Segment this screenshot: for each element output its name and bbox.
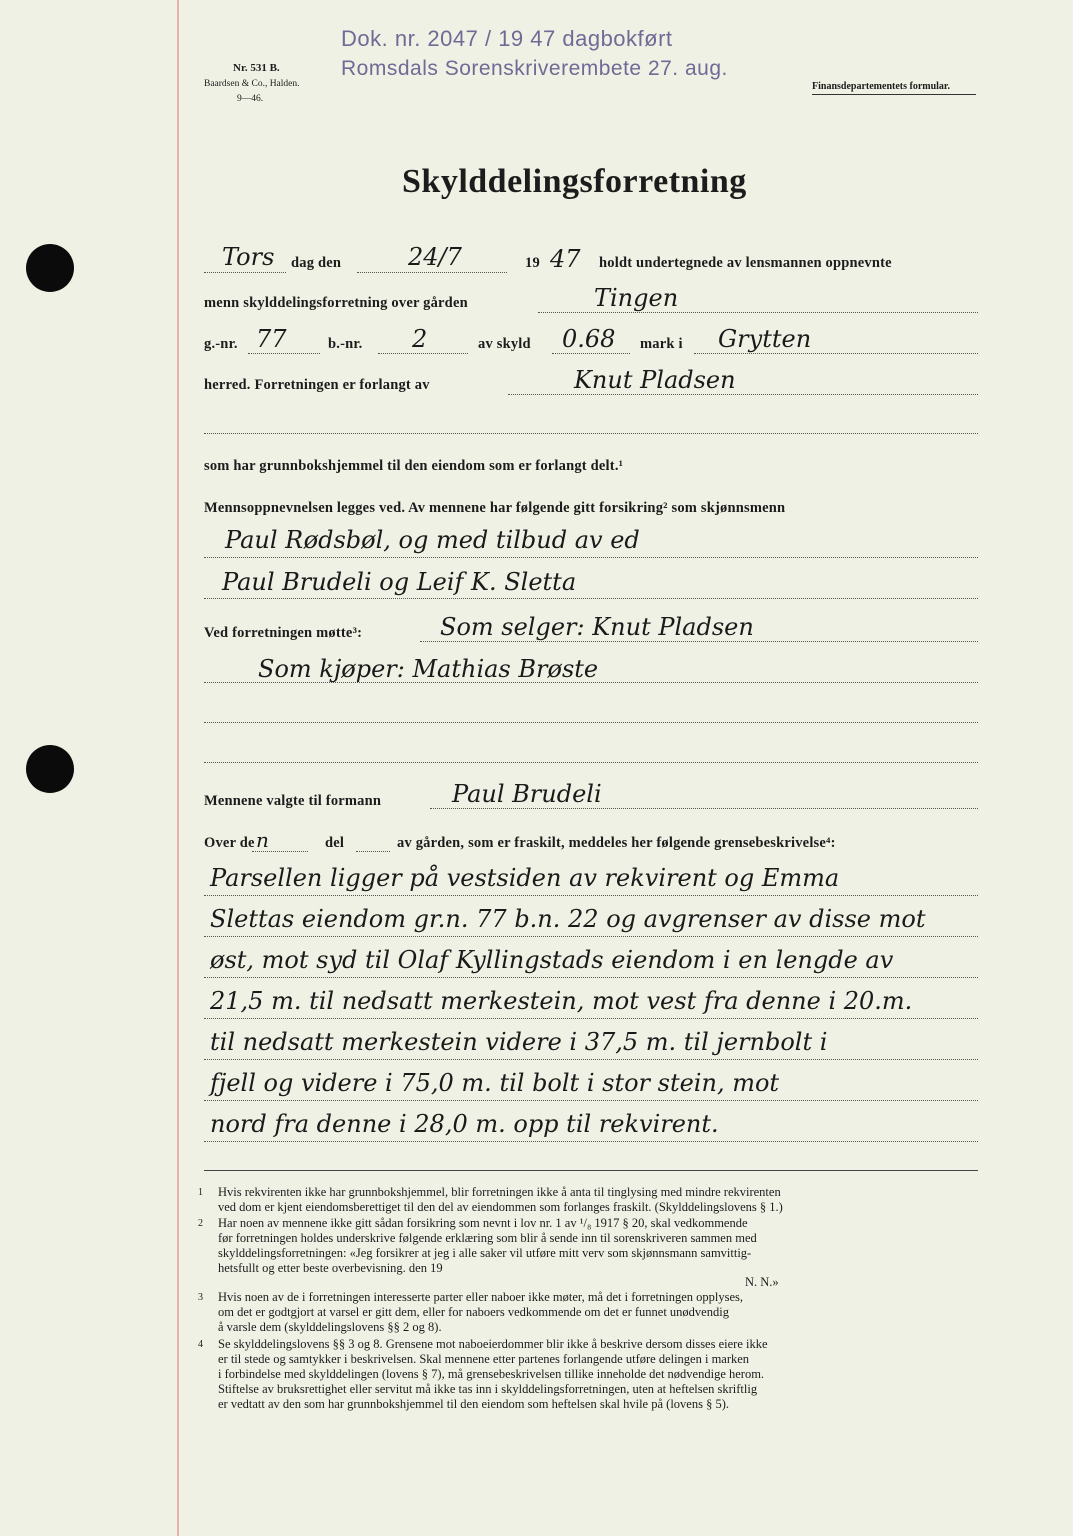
boundary-rule — [204, 895, 978, 896]
boundary-line: til nedsatt merkestein videre i 37,5 m. til jernbolt i — [210, 1028, 828, 1056]
document-title: Skylddelingsforretning — [402, 163, 747, 200]
gnr-handwritten: 77 — [256, 325, 287, 353]
skyld-line — [552, 353, 630, 354]
del-label: del — [325, 835, 345, 851]
year-handwritten: 47 — [550, 245, 581, 273]
over-label: Over de — [204, 835, 255, 851]
herred-text: herred. Forretningen er forlangt av — [204, 377, 430, 393]
mark-label: mark i — [640, 336, 683, 352]
boundary-line: Parsellen ligger på vestsiden av rekvirent og Emma — [210, 864, 840, 892]
boundary-rule — [204, 1059, 978, 1060]
footnote-number: 3 — [198, 1292, 203, 1303]
mennsopp-text: Mennsoppnevnelsen legges ved. Av mennene har følgende gitt forsikring² som skjønnsmenn — [204, 500, 786, 516]
bnr-line — [378, 353, 468, 354]
form-number: Nr. 531 B. — [233, 62, 280, 74]
footnote-text: Hvis noen av de i forretningen interesserte parter eller naboer ikke møter, må det i forretningen opplyses, om det er godtgjort at varsel er gitt dem, eller for naboers vedkommende om det er funnet unødvendig å varsle dem (skylddelingslovens §§ 2 og 8). — [218, 1290, 744, 1334]
dag-den-label: dag den — [291, 255, 342, 271]
bnr-handwritten: 2 — [412, 325, 428, 353]
mote-label: Ved forretningen møtte³: — [204, 625, 363, 641]
formann-label: Mennene valgte til formann — [204, 793, 382, 809]
header-rule — [812, 94, 976, 95]
footnote-number: 1 — [198, 1187, 203, 1198]
punch-hole — [26, 244, 74, 292]
del-line — [356, 851, 390, 852]
weekday-line — [204, 272, 286, 273]
blank-line — [204, 433, 978, 434]
boundary-line: øst, mot syd til Olaf Kyllingstads eiendom i en lengde av — [210, 946, 894, 974]
present-line2 — [204, 682, 978, 683]
footnote-text: N. N.» — [745, 1275, 779, 1289]
footnote-number: 2 — [198, 1218, 203, 1229]
bnr-label: b.-nr. — [328, 336, 363, 352]
boundary-line: fjell og videre i 75,0 m. til bolt i stor stein, mot — [210, 1069, 780, 1097]
blank-line — [204, 722, 978, 723]
holdt-text: holdt undertegnede av lensmannen oppnevnte — [599, 255, 892, 271]
boundary-rule — [204, 977, 978, 978]
footnote-signature — [745, 1275, 845, 1290]
footnote — [198, 1337, 987, 1412]
footnote-separator — [204, 1170, 978, 1171]
punch-hole — [26, 745, 74, 793]
weekday-handwritten: Tors — [222, 243, 275, 271]
footnote-text: Se skylddelingslovens §§ 3 og 8. Grensene mot naboeierdommer blir ikke å beskrive dersom disses eiere ikke er til stede og samtykker i beskrivelsen. Skal mennene etter partenes forlangende utføre delingen i marken i forbindelse med skylddelingen (lovens § 7), må grensebeskrivelsen tillike inneholde det nødvendige herom. Stiftelse av bruksrettighet eller servitut må ikke tas inn i skylddelingsforretningen, uten at heftelsen skriftlig er vedtatt av den som har grunnbokshjemmel til den eiendom som heftelsen skal hvile på (lovens § 5). — [218, 1337, 768, 1411]
boundary-rule — [204, 1141, 978, 1142]
assurance-line2-handwritten: Paul Brudeli og Leif K. Sletta — [222, 568, 577, 596]
registration-stamp-line1: Dok. nr. 2047 / 19 47 dagbokført — [341, 26, 673, 51]
boundary-line: Slettas eiendom gr.n. 77 b.n. 22 og avgrenser av disse mot — [210, 905, 926, 933]
footnote — [198, 1216, 987, 1276]
municipality-handwritten: Grytten — [718, 325, 812, 353]
over-line — [252, 851, 308, 852]
requested-by-line — [508, 394, 978, 395]
boundary-rule — [204, 1018, 978, 1019]
skyld-handwritten: 0.68 — [562, 325, 616, 353]
boundary-line: nord fra denne i 28,0 m. opp til rekvirent. — [210, 1110, 719, 1138]
present-line2-handwritten: Som kjøper: Mathias Brøste — [258, 655, 599, 683]
printer-name: Baardsen & Co., Halden. — [204, 79, 300, 89]
ministry-form-label: Finansdepartementets formular. — [812, 81, 950, 92]
requested-by-handwritten: Knut Pladsen — [574, 366, 736, 394]
assurance-line2 — [204, 598, 978, 599]
registration-stamp-line2: Romsdals Sorenskriverembete 27. aug. — [341, 57, 728, 80]
formann-handwritten: Paul Brudeli — [452, 780, 602, 808]
date-handwritten: 24/7 — [408, 243, 462, 271]
footnote — [198, 1290, 987, 1335]
grense-label: av gården, som er fraskilt, meddeles her følgende grensebeskrivelse⁴: — [397, 835, 836, 851]
date-line — [357, 272, 507, 273]
grunnbok-text: som har grunnbokshjemmel til den eiendom som er forlangt delt.¹ — [204, 458, 624, 474]
assurance-line1 — [204, 557, 978, 558]
footnote-text: Hvis rekvirenten ikke har grunnbokshjemmel, blir forretningen ikke å anta til tinglysing med mindre rekvirenten ved dom er kjent eiendomsberettiget til den del av eiendommen som forlanges fraskilt. (Skylddelingslovens § 1.) — [218, 1185, 783, 1214]
gnr-label: g.-nr. — [204, 336, 238, 352]
boundary-line: 21,5 m. til nedsatt merkestein, mot vest fra denne i 20.m. — [210, 987, 913, 1015]
municipality-line — [694, 353, 978, 354]
assurance-line1-handwritten: Paul Rødsbøl, og med tilbud av ed — [225, 526, 640, 554]
skyld-label: av skyld — [478, 336, 531, 352]
farm-line — [538, 312, 978, 313]
boundary-rule — [204, 936, 978, 937]
footnote — [198, 1185, 987, 1215]
print-date: 9—46. — [237, 94, 264, 104]
blank-line — [204, 762, 978, 763]
footnote-number: 4 — [198, 1339, 203, 1350]
present-line1 — [420, 641, 978, 642]
farm-handwritten: Tingen — [594, 284, 679, 312]
formann-line — [430, 808, 978, 809]
margin-line — [177, 0, 179, 1536]
over-handwritten: n — [256, 828, 269, 852]
gnr-line — [248, 353, 320, 354]
footnote-text: Har noen av mennene ikke gitt sådan forsikring som nevnt i lov nr. 1 av ¹/₈ 1917 § 20, skal vedkommende før forretningen holdes underskrive følgende erklæring som blir å sende inn til sorenskriveren sammen med skylddelingsforretningen: «Jeg forsikrer at jeg i alle saker vil utføre mitt verv som skjønnsmann samvittig- hetsfullt og etter beste overbevisning. den 19 — [218, 1216, 757, 1275]
year-prefix: 19 — [525, 255, 540, 271]
boundary-rule — [204, 1100, 978, 1101]
menn-text: menn skylddelingsforretning over gården — [204, 295, 468, 311]
present-line1-handwritten: Som selger: Knut Pladsen — [440, 613, 754, 641]
